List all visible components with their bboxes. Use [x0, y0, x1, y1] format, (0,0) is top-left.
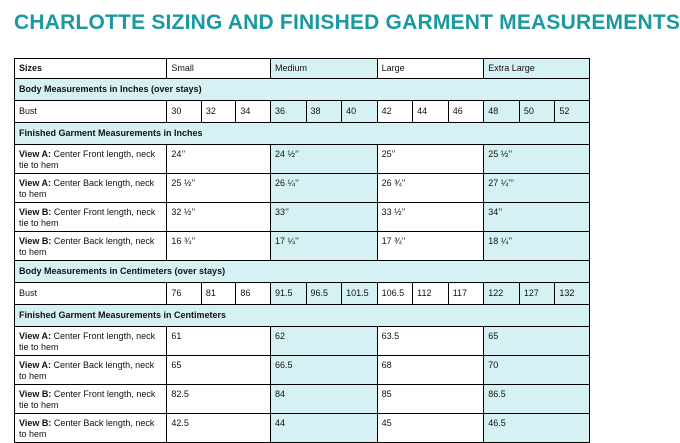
- measurement-value: 34’’: [484, 203, 590, 232]
- size-small: Small: [167, 59, 271, 79]
- measurement-value: 68: [377, 356, 484, 385]
- row-label: [15, 174, 167, 203]
- row-description: Center Back length, neck to hem: [19, 178, 155, 199]
- measurement-value: 86.5: [484, 385, 590, 414]
- section-row: [15, 261, 590, 283]
- section-heading: Finished Garment Measurements in Inches: [15, 123, 590, 145]
- row-label: [15, 327, 167, 356]
- row-label: [15, 203, 167, 232]
- row-description: Center Front length, neck tie to hem: [19, 389, 156, 410]
- bust-value: 42: [377, 101, 413, 123]
- row-description: Center Back length, neck to hem: [19, 236, 155, 257]
- measurement-value: 70: [484, 356, 590, 385]
- measurement-value: 46.5: [484, 414, 590, 443]
- row-label: [15, 145, 167, 174]
- measurement-value: 84: [270, 385, 377, 414]
- bust-value: 50: [519, 101, 555, 123]
- measurement-value: 45: [377, 414, 484, 443]
- measurement-value: 65: [167, 356, 271, 385]
- bust-cm-row: [15, 283, 590, 305]
- measurement-value: 25 ½’’: [484, 145, 590, 174]
- section-row: [15, 79, 590, 101]
- measurement-row: [15, 232, 590, 261]
- row-label: [15, 385, 167, 414]
- bust-value: 91.5: [270, 283, 306, 305]
- measurement-value: 26 ¾’’: [377, 174, 484, 203]
- bust-value: 96.5: [306, 283, 342, 305]
- bust-value: 132: [555, 283, 590, 305]
- bust-value: 44: [413, 101, 449, 123]
- measurement-value: 33 ½’’: [377, 203, 484, 232]
- bust-value: 112: [413, 283, 449, 305]
- section-row: [15, 305, 590, 327]
- measurement-value: 63.5: [377, 327, 484, 356]
- view-label: View A:: [19, 178, 52, 188]
- section-row: [15, 123, 590, 145]
- bust-value: 32: [201, 101, 236, 123]
- row-label: Bust: [15, 101, 167, 123]
- bust-value: 34: [236, 101, 271, 123]
- view-label: View A:: [19, 331, 52, 341]
- size-medium: Medium: [270, 59, 377, 79]
- measurement-row: [15, 327, 590, 356]
- bust-inches-row: [15, 101, 590, 123]
- bust-value: 122: [484, 283, 520, 305]
- measurement-value: 42.5: [167, 414, 271, 443]
- measurement-value: 27 ¼’’’: [484, 174, 590, 203]
- measurement-value: 17 ¼’’: [270, 232, 377, 261]
- measurement-value: 33’’: [270, 203, 377, 232]
- row-label: [15, 232, 167, 261]
- measurement-value: 24’’: [167, 145, 271, 174]
- row-description: Center Front length, neck tie to hem: [19, 331, 156, 352]
- measurement-value: 18 ¼’’: [484, 232, 590, 261]
- measurement-value: 25 ½’’: [167, 174, 271, 203]
- row-label: Bust: [15, 283, 167, 305]
- bust-value: 30: [167, 101, 202, 123]
- measurement-value: 66.5: [270, 356, 377, 385]
- measurement-value: 25’’: [377, 145, 484, 174]
- row-description: Center Back length, neck to hem: [19, 418, 155, 439]
- section-heading: Body Measurements in Centimeters (over stays): [15, 261, 590, 283]
- measurement-value: 85: [377, 385, 484, 414]
- bust-value: 46: [448, 101, 484, 123]
- bust-value: 117: [448, 283, 484, 305]
- page-title: CHARLOTTE SIZING AND FINISHED GARMENT MEASUREMENTS: [14, 11, 680, 34]
- bust-value: 38: [306, 101, 342, 123]
- row-label: [15, 414, 167, 443]
- view-label: View A:: [19, 149, 52, 159]
- view-label: View B:: [19, 207, 52, 217]
- measurement-value: 16 ¾’’: [167, 232, 271, 261]
- bust-value: 36: [270, 101, 306, 123]
- measurement-value: 44: [270, 414, 377, 443]
- bust-value: 40: [342, 101, 378, 123]
- measurement-row: [15, 385, 590, 414]
- bust-value: 101.5: [342, 283, 378, 305]
- measurement-row: [15, 174, 590, 203]
- view-label: View A:: [19, 360, 52, 370]
- view-label: View B:: [19, 418, 52, 428]
- measurement-value: 24 ½’’: [270, 145, 377, 174]
- measurement-value: 26 ¼’’: [270, 174, 377, 203]
- measurement-value: 61: [167, 327, 271, 356]
- row-label: [15, 356, 167, 385]
- section-heading: Finished Garment Measurements in Centimeters: [15, 305, 590, 327]
- bust-value: 86: [236, 283, 271, 305]
- row-description: Center Front length, neck tie to hem: [19, 149, 156, 170]
- measurement-value: 82.5: [167, 385, 271, 414]
- bust-value: 76: [167, 283, 202, 305]
- measurement-value: 62: [270, 327, 377, 356]
- bust-value: 52: [555, 101, 590, 123]
- view-label: View B:: [19, 389, 52, 399]
- section-heading: Body Measurements in Inches (over stays): [15, 79, 590, 101]
- measurement-row: [15, 414, 590, 443]
- measurement-value: 65: [484, 327, 590, 356]
- measurement-row: [15, 356, 590, 385]
- bust-value: 127: [519, 283, 555, 305]
- measurement-value: 32 ½’’: [167, 203, 271, 232]
- measurement-row: [15, 203, 590, 232]
- size-extra-large: Extra Large: [484, 59, 590, 79]
- bust-value: 81: [201, 283, 236, 305]
- measurement-value: 17 ¾’’: [377, 232, 484, 261]
- size-header-row: [15, 59, 590, 79]
- size-large: Large: [377, 59, 484, 79]
- sizes-label: Sizes: [15, 59, 167, 79]
- measurement-row: [15, 145, 590, 174]
- row-description: Center Back length, neck to hem: [19, 360, 155, 381]
- view-label: View B:: [19, 236, 52, 246]
- sizing-table: [14, 58, 590, 443]
- row-description: Center Front length, neck tie to hem: [19, 207, 156, 228]
- bust-value: 106.5: [377, 283, 413, 305]
- bust-value: 48: [484, 101, 520, 123]
